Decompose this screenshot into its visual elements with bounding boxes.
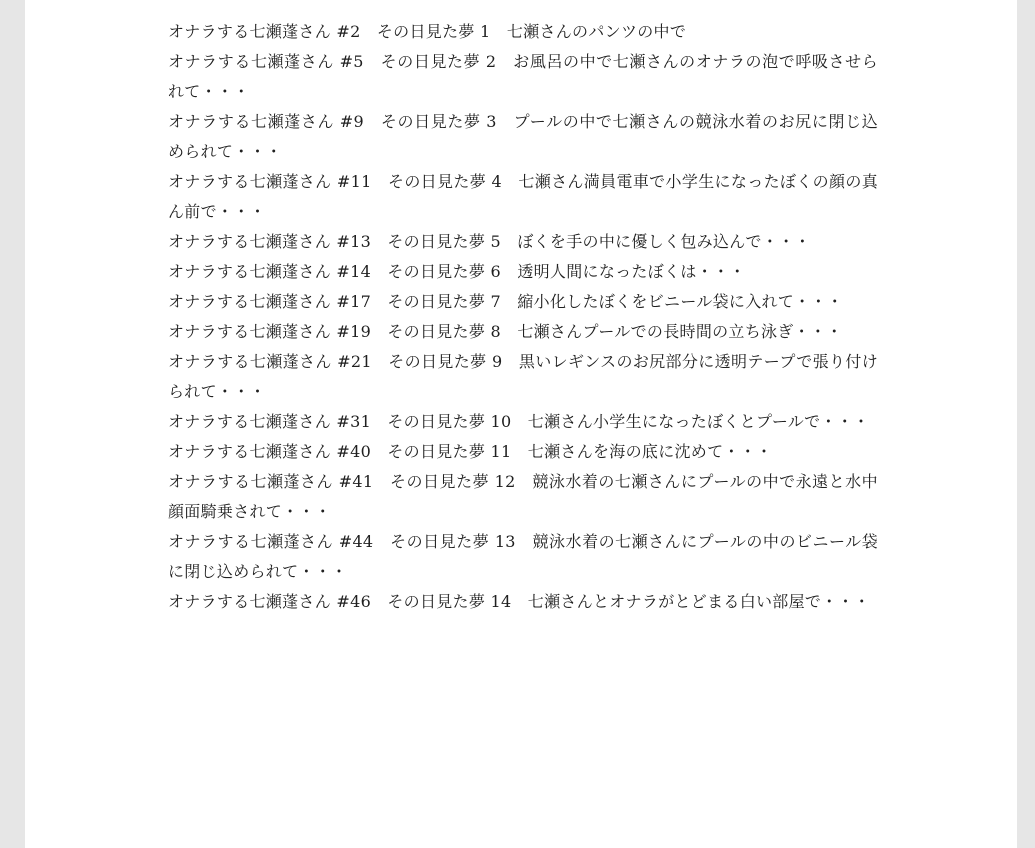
list-item: オナラする七瀬蓬さん #40 その日見た夢 11 七瀬さんを海の底に沈めて・・・ [168, 442, 773, 461]
list-item: オナラする七瀬蓬さん #11 その日見た夢 4 七瀬さん満員電車で小学生になったぼくの顔の真ん前で・・・ [168, 172, 878, 221]
list-item: オナラする七瀬蓬さん #46 その日見た夢 14 七瀬さんとオナラがとどまる白い部屋で・・・ [168, 592, 871, 611]
list-item: オナラする七瀬蓬さん #9 その日見た夢 3 プールの中で七瀬さんの競泳水着のお尻に閉じ込められて・・・ [168, 112, 878, 161]
list-item: オナラする七瀬蓬さん #14 その日見た夢 6 透明人間になったぼくは・・・ [168, 262, 746, 281]
list-item: オナラする七瀬蓬さん #41 その日見た夢 12 競泳水着の七瀬さんにプールの中で永遠と水中顔面騎乗されて・・・ [168, 472, 878, 521]
list-item: オナラする七瀬蓬さん #17 その日見た夢 7 縮小化したぼくをビニール袋に入れて・・・ [168, 292, 843, 311]
entry-list [168, 17, 878, 617]
list-item: オナラする七瀬蓬さん #19 その日見た夢 8 七瀬さんプールでの長時間の立ち泳ぎ・・・ [168, 322, 843, 341]
list-item: オナラする七瀬蓬さん #5 その日見た夢 2 お風呂の中で七瀬さんのオナラの泡で呼吸させられて・・・ [168, 52, 878, 101]
list-item: オナラする七瀬蓬さん #21 その日見た夢 9 黒いレギンスのお尻部分に透明テープで張り付けられて・・・ [168, 352, 878, 401]
list-item: オナラする七瀬蓬さん #31 その日見た夢 10 七瀬さん小学生になったぼくとプールで・・・ [168, 412, 870, 431]
document-page [25, 0, 1017, 848]
list-item: オナラする七瀬蓬さん #13 その日見た夢 5 ぼくを手の中に優しく包み込んで・・・ [168, 232, 811, 251]
list-item: オナラする七瀬蓬さん #44 その日見た夢 13 競泳水着の七瀬さんにプールの中のビニール袋に閉じ込められて・・・ [168, 532, 878, 581]
list-item: オナラする七瀬蓬さん #2 その日見た夢 1 七瀬さんのパンツの中で [168, 22, 687, 41]
